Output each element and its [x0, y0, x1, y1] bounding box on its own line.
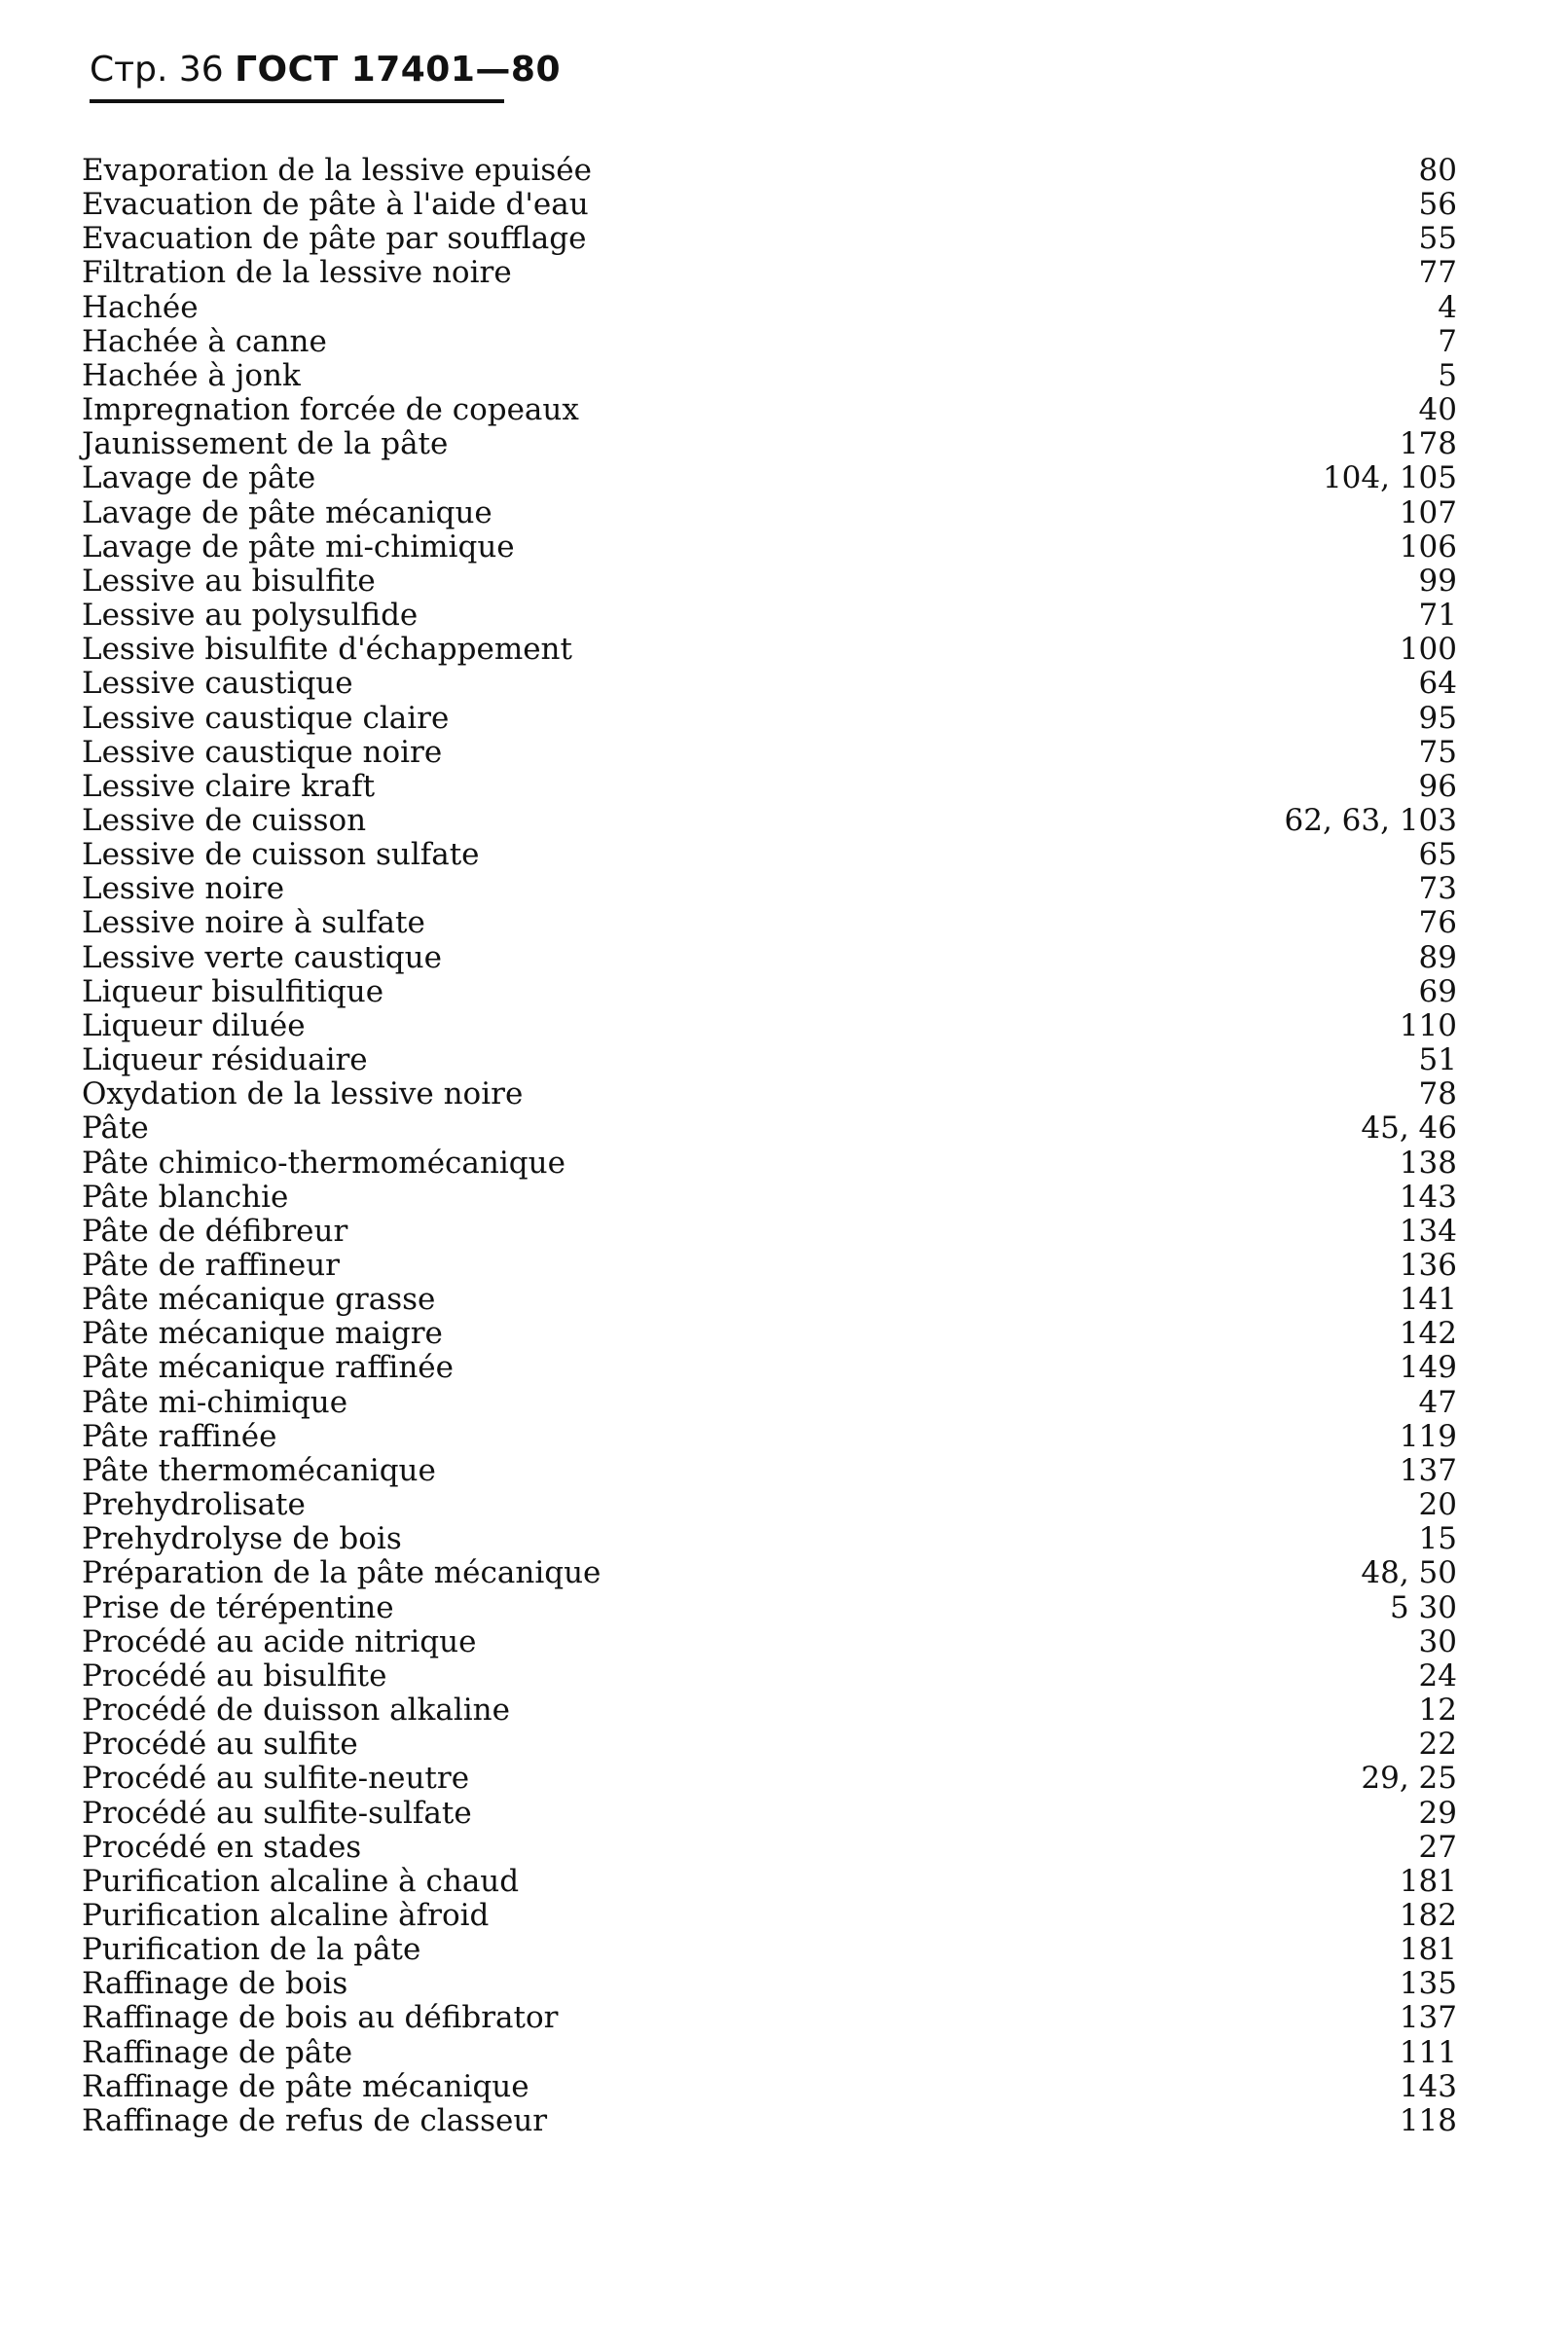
index-entry — [82, 1043, 1457, 1077]
index-page-numbers: 65 — [1418, 837, 1457, 873]
index-term: Liqueur diluée — [82, 1007, 306, 1043]
index-entry — [82, 256, 1457, 290]
index-page-numbers: 76 — [1418, 905, 1457, 941]
index-page-numbers: 149 — [1399, 1350, 1457, 1386]
index-page-numbers: 12 — [1418, 1693, 1457, 1729]
index-term: Impregnation forcée de copeaux — [82, 392, 579, 428]
index-page-numbers: 89 — [1418, 939, 1457, 975]
index-term: Lavage de pâte — [82, 460, 316, 496]
index-term: Prehydrolisate — [82, 1487, 306, 1523]
page-number-label: Стр. 36 — [90, 50, 224, 90]
index-page-numbers: 77 — [1418, 255, 1457, 291]
index-term: Lessive caustique noire — [82, 734, 443, 770]
index-page-numbers: 118 — [1399, 2102, 1457, 2138]
index-entry — [82, 770, 1457, 804]
index-term: Procédé au sulfite — [82, 1727, 358, 1763]
standard-code: ГОСТ 17401—80 — [235, 50, 562, 90]
index-entry — [82, 1181, 1457, 1215]
index-page-numbers: 80 — [1418, 153, 1457, 188]
index-term: Hachée à canne — [82, 323, 327, 359]
index-term: Evaporation de la lessive epuisée — [82, 153, 592, 188]
index-entry — [82, 1556, 1457, 1590]
index-term: Hachée à jonk — [82, 357, 301, 393]
index-page-numbers: 110 — [1399, 1007, 1457, 1043]
index-term: Lessive au polysulfide — [82, 598, 419, 634]
index-page-numbers: 20 — [1418, 1487, 1457, 1523]
index-entry — [82, 1762, 1457, 1796]
index-page-numbers: 142 — [1399, 1316, 1457, 1352]
index-page-numbers: 119 — [1399, 1418, 1457, 1454]
index-page-numbers: 75 — [1418, 734, 1457, 770]
index-term: Lavage de pâte mécanique — [82, 494, 492, 530]
index-page-numbers: 138 — [1399, 1145, 1457, 1181]
index-term: Pâte de défibreur — [82, 1213, 348, 1249]
index-term: Lavage de pâte mi-chimique — [82, 528, 515, 565]
index-page-numbers: 56 — [1418, 187, 1457, 223]
index-entry — [82, 1694, 1457, 1728]
index-entry — [82, 1591, 1457, 1625]
index-entry — [82, 427, 1457, 461]
index-entry — [82, 906, 1457, 940]
index-term: Jaunissement de la pâte — [82, 426, 449, 462]
index-term: Oxydation de la lessive noire — [82, 1076, 524, 1112]
index-entry — [82, 2070, 1457, 2104]
index-entry — [82, 1797, 1457, 1831]
index-entry — [82, 1933, 1457, 1967]
index-page-numbers: 69 — [1418, 973, 1457, 1009]
index-page-numbers: 48, 50 — [1361, 1555, 1457, 1591]
index-term: Raffinage de bois — [82, 1966, 348, 2002]
index-page-numbers: 99 — [1418, 563, 1457, 599]
index-page-numbers: 71 — [1418, 598, 1457, 634]
index-page-numbers: 143 — [1399, 2068, 1457, 2104]
index-page-numbers: 29 — [1418, 1795, 1457, 1831]
index-term: Lessive claire kraft — [82, 768, 376, 804]
index-entry — [82, 1659, 1457, 1694]
index-page-numbers: 62, 63, 103 — [1284, 802, 1457, 838]
index-entry — [82, 325, 1457, 359]
index-term: Hachée — [82, 289, 199, 325]
index-term: Lessive noire — [82, 871, 285, 907]
index-term: Lessive de cuisson — [82, 802, 367, 838]
index-term: Filtration de la lessive noire — [82, 255, 512, 291]
index-term: Pâte thermomécanique — [82, 1452, 436, 1488]
index-entry — [82, 941, 1457, 975]
alphabetical-index — [82, 154, 1457, 2138]
index-entry — [82, 1899, 1457, 1933]
index-entry — [82, 804, 1457, 838]
index-term: Lessive verte caustique — [82, 939, 442, 975]
index-page-numbers: 135 — [1399, 1966, 1457, 2002]
index-entry — [82, 975, 1457, 1009]
index-entry — [82, 1009, 1457, 1043]
index-page-numbers: 27 — [1418, 1829, 1457, 1865]
index-entry — [82, 530, 1457, 565]
index-entry — [82, 496, 1457, 530]
index-entry — [82, 633, 1457, 667]
index-entry — [82, 222, 1457, 256]
index-page-numbers: 55 — [1418, 221, 1457, 257]
index-term: Pâte blanchie — [82, 1179, 289, 1215]
index-page-numbers: 45, 46 — [1361, 1111, 1457, 1147]
index-page-numbers: 111 — [1399, 2034, 1457, 2070]
index-page-numbers: 181 — [1399, 1932, 1457, 1968]
index-page-numbers: 178 — [1399, 426, 1457, 462]
index-entry — [82, 667, 1457, 701]
index-page-numbers: 137 — [1399, 1452, 1457, 1488]
index-term: Prise de térépentine — [82, 1589, 394, 1625]
index-entry — [82, 1249, 1457, 1283]
index-term: Evacuation de pâte par soufflage — [82, 221, 587, 257]
index-page-numbers: 141 — [1399, 1282, 1457, 1318]
index-term: Pâte — [82, 1111, 149, 1147]
index-term: Lessive de cuisson sulfate — [82, 837, 480, 873]
index-term: Pâte raffinée — [82, 1418, 277, 1454]
header-underline — [90, 99, 504, 103]
index-entry — [82, 872, 1457, 906]
index-term: Procédé en stades — [82, 1829, 362, 1865]
index-term: Prehydrolyse de bois — [82, 1521, 402, 1557]
index-entry — [82, 1625, 1457, 1659]
index-entry — [82, 599, 1457, 633]
index-entry — [82, 1386, 1457, 1420]
index-term: Lessive au bisulfite — [82, 563, 376, 599]
index-entry — [82, 291, 1457, 325]
index-term: Purification alcaline à chaud — [82, 1863, 520, 1899]
index-page-numbers: 5 30 — [1389, 1589, 1457, 1625]
index-page-numbers: 78 — [1418, 1076, 1457, 1112]
index-entry — [82, 1831, 1457, 1865]
index-entry — [82, 1522, 1457, 1556]
page-header — [90, 49, 561, 91]
index-page-numbers: 100 — [1399, 632, 1457, 668]
index-term: Raffinage de refus de classeur — [82, 2102, 548, 2138]
index-page-numbers: 4 — [1438, 289, 1457, 325]
index-page-numbers: 30 — [1418, 1623, 1457, 1659]
index-entry — [82, 393, 1457, 427]
index-entry — [82, 1865, 1457, 1899]
index-page-numbers: 137 — [1399, 2000, 1457, 2036]
index-term: Pâte de raffineur — [82, 1248, 340, 1283]
index-term: Lessive caustique claire — [82, 700, 450, 736]
index-term: Lessive caustique — [82, 666, 353, 702]
index-term: Procédé de duisson alkaline — [82, 1693, 510, 1729]
index-page-numbers: 96 — [1418, 768, 1457, 804]
index-term: Pâte chimico-thermomécanique — [82, 1145, 565, 1181]
index-page-numbers: 95 — [1418, 700, 1457, 736]
index-page-numbers: 5 — [1438, 357, 1457, 393]
index-term: Pâte mécanique grasse — [82, 1282, 436, 1318]
index-page-numbers: 104, 105 — [1322, 460, 1457, 496]
index-page-numbers: 134 — [1399, 1213, 1457, 1249]
index-page-numbers: 29, 25 — [1361, 1761, 1457, 1797]
index-entry — [82, 702, 1457, 736]
index-page-numbers: 64 — [1418, 666, 1457, 702]
index-term: Procédé au sulfite-sulfate — [82, 1795, 472, 1831]
index-entry — [82, 565, 1457, 599]
index-term: Lessive noire à sulfate — [82, 905, 425, 941]
index-term: Pâte mécanique maigre — [82, 1316, 443, 1352]
index-page-numbers: 136 — [1399, 1248, 1457, 1283]
index-entry — [82, 1317, 1457, 1351]
index-term: Lessive bisulfite d'échappement — [82, 632, 572, 668]
index-term: Raffinage de pâte mécanique — [82, 2068, 529, 2104]
index-entry — [82, 1111, 1457, 1146]
index-page-numbers: 47 — [1418, 1384, 1457, 1420]
index-entry — [82, 1351, 1457, 1385]
index-entry — [82, 1077, 1457, 1111]
index-entry — [82, 1215, 1457, 1249]
index-term: Pâte mi-chimique — [82, 1384, 348, 1420]
index-page-numbers: 73 — [1418, 871, 1457, 907]
index-page-numbers: 51 — [1418, 1042, 1457, 1078]
index-term: Procédé au sulfite-neutre — [82, 1761, 470, 1797]
index-term: Evacuation de pâte à l'aide d'eau — [82, 187, 589, 223]
index-page-numbers: 7 — [1438, 323, 1457, 359]
index-page-numbers: 182 — [1399, 1897, 1457, 1933]
index-entry — [82, 359, 1457, 393]
index-entry — [82, 1488, 1457, 1522]
index-page-numbers: 24 — [1418, 1657, 1457, 1694]
index-entry — [82, 1967, 1457, 2001]
index-term: Raffinage de pâte — [82, 2034, 353, 2070]
index-entry — [82, 1147, 1457, 1181]
index-entry — [82, 2001, 1457, 2035]
index-page-numbers: 107 — [1399, 494, 1457, 530]
index-page-numbers: 143 — [1399, 1179, 1457, 1215]
index-entry — [82, 1454, 1457, 1488]
index-entry — [82, 838, 1457, 872]
index-entry — [82, 1283, 1457, 1317]
index-term: Purification alcaline àfroid — [82, 1897, 490, 1933]
index-page-numbers: 181 — [1399, 1863, 1457, 1899]
index-page-numbers: 40 — [1418, 392, 1457, 428]
index-page-numbers: 106 — [1399, 528, 1457, 565]
index-entry — [82, 154, 1457, 188]
index-term: Procédé au acide nitrique — [82, 1623, 477, 1659]
index-page-numbers: 15 — [1418, 1521, 1457, 1557]
index-term: Purification de la pâte — [82, 1932, 421, 1968]
index-entry — [82, 736, 1457, 770]
index-term: Liqueur bisulfitique — [82, 973, 384, 1009]
index-entry — [82, 461, 1457, 495]
index-term: Liqueur résiduaire — [82, 1042, 368, 1078]
index-entry — [82, 2104, 1457, 2138]
index-entry — [82, 188, 1457, 222]
index-entry — [82, 1420, 1457, 1454]
index-entry — [82, 2036, 1457, 2070]
index-term: Raffinage de bois au défibrator — [82, 2000, 559, 2036]
index-term: Préparation de la pâte mécanique — [82, 1555, 602, 1591]
index-term: Procédé au bisulfite — [82, 1657, 387, 1694]
index-page-numbers: 22 — [1418, 1727, 1457, 1763]
index-term: Pâte mécanique raffinée — [82, 1350, 454, 1386]
index-entry — [82, 1728, 1457, 1762]
